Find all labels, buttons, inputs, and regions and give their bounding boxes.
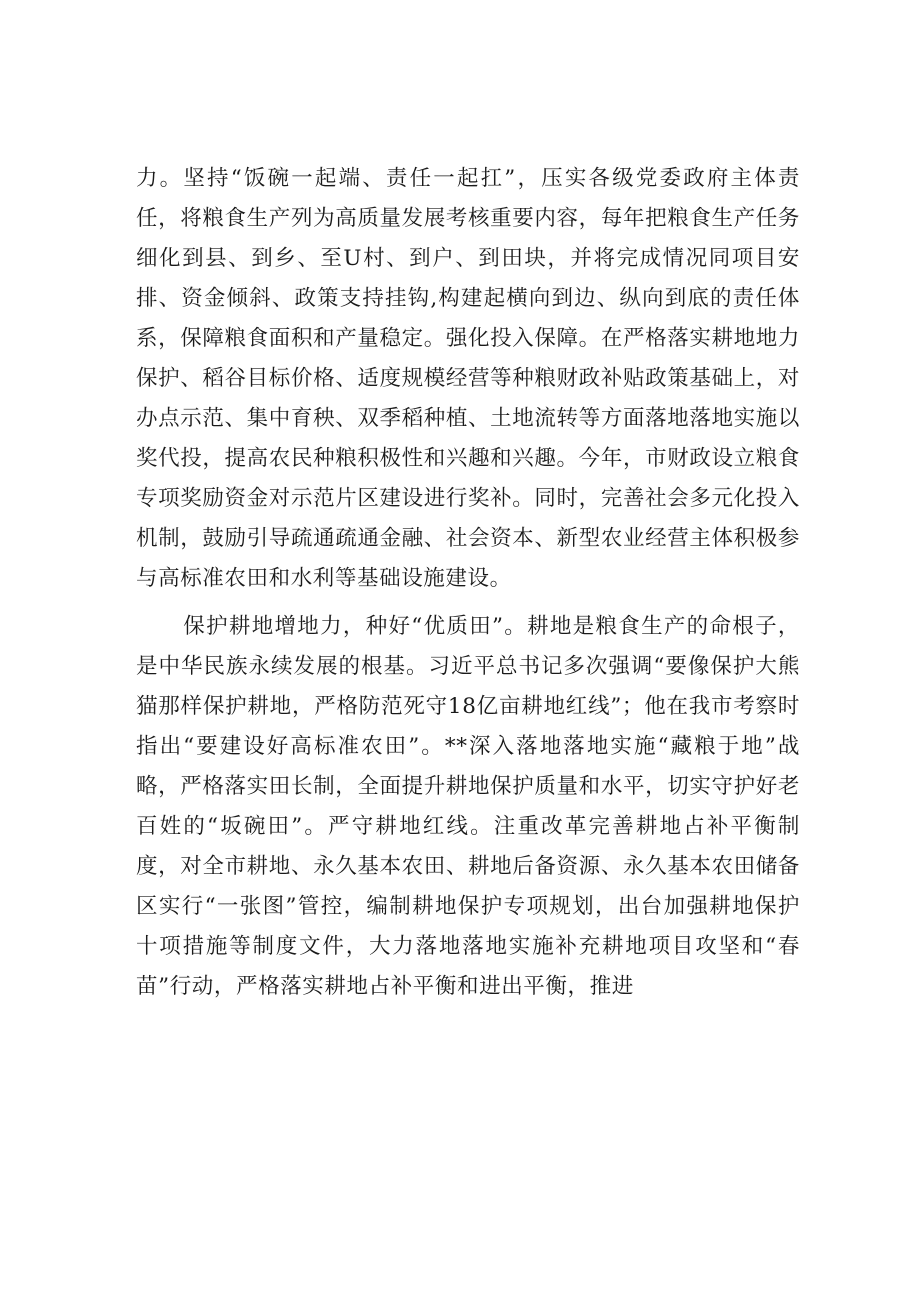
paragraph-farmland-protection: 保护耕地增地力，种好“优质田”。耕地是粮食生产的命根子，是中华民族永续发展的根基。习近平总书记多次强调“要像保护大熊猫那样保护耕地，严格防范死守18亿亩耕地红线”；他在我市考察时指出“要建设好高标准农田”。**深入落地落地实施“藏粮于地”战略，严格落实田长制，全面提升耕地保护质量和水平，切实守护好老百姓的“坂碗田”。严守耕地红线。注重改革完善耕地占补平衡制度，对全市耕地、永久基本农田、耕地后备资源、永久基本农田储备区实行“一张图”管控，编制耕地保护专项规划，出台加强耕地保护十项措施等制度文件，大力落地落地实施补充耕地项目攻坚和“春苗”行动，严格落实耕地占补平衡和进出平衡，推进	[136, 614, 800, 999]
document-body	[136, 159, 800, 1007]
paragraph-continuation: 力。坚持“饭碗一起端、责任一起扛”，压实各级党委政府主体责任，将粮食生产列为高质量发展考核重要内容，每年把粮食生产任务细化到县、到乡、至U村、到户、到田块，并将完成情况同项目安排、资金倾斜、政策支持挂钩,构建起横向到边、纵向到底的责任体系，保障粮食面积和产量稳定。强化投入保障。在严格落实耕地地力保护、稻谷目标价格、适度规模经营等种粮财政补贴政策基础上，对办点示范、集中育秧、双季稻种植、土地流转等方面落地落地实施以奖代投，提高农民种粮积极性和兴趣和兴趣。今年，市财政设立粮食专项奖励资金对示范片区建设进行奖补。同时，完善社会多元化投入机制，鼓励引导疏通疏通金融、社会资本、新型农业经营主体积极参与高标准农田和水利等基础设施建设。	[136, 166, 800, 591]
